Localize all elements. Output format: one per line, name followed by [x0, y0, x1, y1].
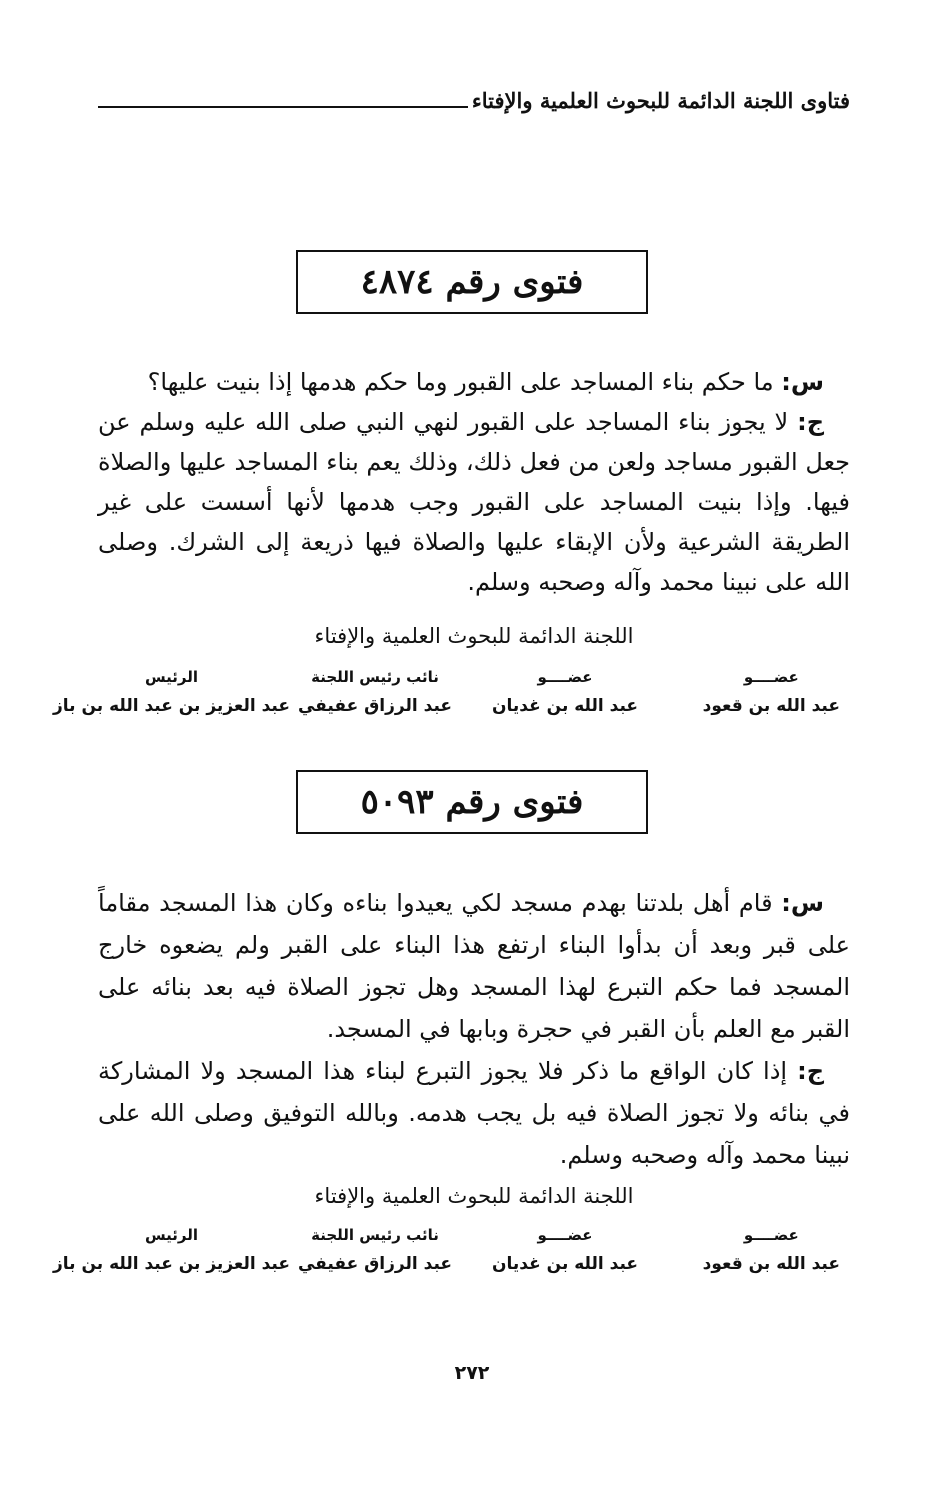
signature-name: عبد الرزاق عفيفي	[297, 696, 452, 716]
fatwa-text	[98, 362, 850, 602]
signature-role: الرئيس	[144, 668, 199, 686]
signature-name: عبد الله بن غديان	[492, 696, 638, 716]
signatures	[53, 668, 850, 728]
signature-role: عضــــو	[743, 668, 799, 686]
running-header	[98, 82, 850, 122]
answer-paragraph	[98, 1050, 850, 1176]
signature-name: عبد الله بن قعود	[702, 696, 840, 716]
signature-name: عبد الرزاق عفيفي	[297, 1254, 452, 1274]
committee-name: اللجنة الدائمة للبحوث العلمية والإفتاء	[314, 624, 634, 648]
signature-member-1	[703, 1226, 840, 1274]
fatwa-number-box	[296, 250, 648, 314]
page-number: ٢٧٢	[454, 1362, 490, 1384]
question-paragraph	[98, 882, 850, 1050]
signature-member-1	[703, 668, 840, 716]
signature-role: نائب رئيس اللجنة	[311, 668, 439, 686]
signature-member-2	[492, 668, 638, 716]
signature-name: عبد العزيز بن عبد الله بن باز	[53, 1254, 290, 1274]
fatwa-number: فتوى رقم ٥٠٩٣	[360, 782, 584, 822]
fatwa-number: فتوى رقم ٤٨٧٤	[360, 262, 584, 302]
signature-role: نائب رئيس اللجنة	[311, 1226, 439, 1244]
signature-vice-president	[298, 1226, 452, 1274]
signature-role: الرئيس	[144, 1226, 199, 1244]
header-title: فتاوى اللجنة الدائمة للبحوث العلمية والإفتاء	[468, 88, 850, 113]
signature-member-2	[492, 1226, 638, 1274]
committee-name: اللجنة الدائمة للبحوث العلمية والإفتاء	[314, 1184, 634, 1208]
question-label: س:	[781, 889, 824, 917]
signature-name: عبد الله بن قعود	[702, 1254, 840, 1274]
signature-vice-president	[298, 668, 452, 716]
signature-president	[53, 1226, 290, 1274]
answer-label: ج:	[797, 1057, 824, 1085]
question-text: ما حكم بناء المساجد على القبور وما حكم هدمها إذا بنيت عليها؟	[147, 368, 774, 396]
fatwa-number-box	[296, 770, 648, 834]
fatwa-text	[98, 882, 850, 1176]
signature-role: عضــــو	[537, 668, 593, 686]
question-text: قام أهل بلدتنا بهدم مسجد لكي يعيدوا بناءه وكان هذا المسجد مقاماً على قبر وبعد أن بدأوا البناء ارتفع هذا البناء على القبر ولم يضعوه خارج المسجد فما حكم التبرع لهذا المسجد وهل تجوز الصلاة فيه بعد بنائه على القبر مع العلم بأن القبر في حجرة وبابها في المسجد.	[98, 889, 850, 1043]
answer-text: لا يجوز بناء المساجد على القبور لنهي النبي صلى الله عليه وسلم عن جعل القبور مساجد ولعن من فعل ذلك، وذلك يعم بناء المساجد عليها والصلاة فيها. وإذا بنيت المساجد على القبور وجب هدمها لأنها أسست على غير الطريقة الشرعية ولأن الإبقاء عليها والصلاة فيها ذريعة إلى الشرك. وصلى الله على نبينا محمد وآله وصحبه وسلم.	[98, 408, 850, 596]
answer-text: إذا كان الواقع ما ذكر فلا يجوز التبرع لبناء هذا المسجد ولا المشاركة في بنائه ولا تجوز الصلاة فيه بل يجب هدمه. وبالله التوفيق وصلى الله على نبينا محمد وآله وصحبه وسلم.	[98, 1057, 850, 1169]
question-label: س:	[781, 368, 824, 396]
answer-paragraph	[98, 402, 850, 602]
signature-name: عبد العزيز بن عبد الله بن باز	[53, 696, 290, 716]
signature-role: عضــــو	[537, 1226, 593, 1244]
question-paragraph	[98, 362, 850, 402]
answer-label: ج:	[797, 408, 824, 436]
signature-president	[53, 668, 290, 716]
signatures	[53, 1226, 850, 1286]
signature-name: عبد الله بن غديان	[492, 1254, 638, 1274]
signature-role: عضــــو	[743, 1226, 799, 1244]
